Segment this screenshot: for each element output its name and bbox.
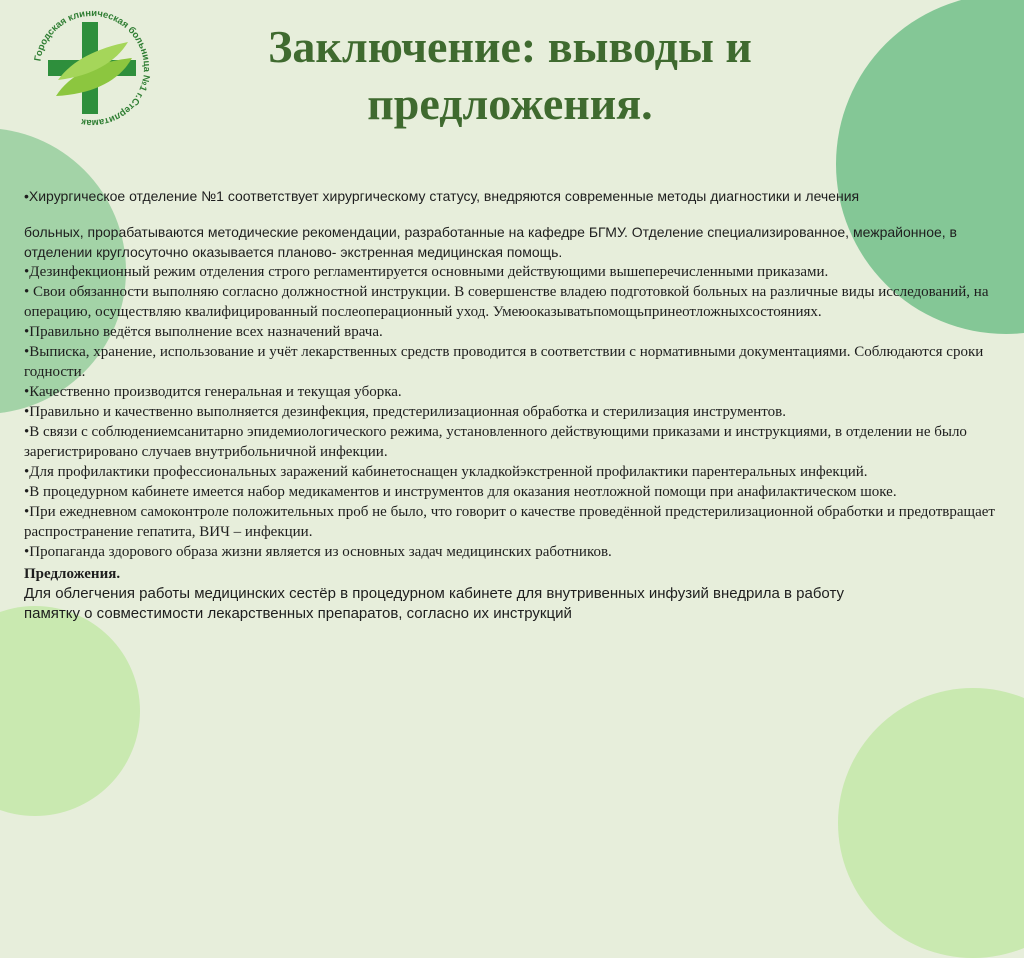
conclusion-item: •В связи с соблюдениемсанитарно эпидемиологического режима, установленного действующими приказами и инструкциями, в отделении не было зарегистрировано случаев внутрибольничной инфекции. — [24, 424, 967, 460]
conclusion-item: •Правильно ведётся выполнение всех назначений врача. — [24, 324, 383, 340]
conclusion-item: •Дезинфекционный режим отделения строго регламентируется основными действующими вышеперечисленными приказами. — [24, 264, 829, 280]
conclusion-list — [24, 262, 1004, 562]
decorative-circle-bottom-left — [0, 606, 140, 816]
conclusion-body — [24, 186, 1004, 624]
decorative-circle-bottom-right — [838, 688, 1024, 958]
paragraph-surgical-dept-intro: •Хирургическое отделение №1 соответствует хирургическому статусу, внедряются современные методы диагностики и лечения — [24, 188, 860, 204]
conclusion-item: •Для профилактики профессиональных заражений кабинетоснащен укладкойэкстренной профилактики парентеральных инфекций. — [24, 464, 868, 480]
suggestion-text-line-2: памятку о совместимости лекарственных препаратов, согласно их инструкций — [24, 605, 572, 622]
conclusion-item: •Правильно и качественно выполняется дезинфекция, предстерилизационная обработка и стерилизация инструментов. — [24, 404, 786, 420]
title-line-1: Заключение: выводы и — [268, 21, 752, 72]
suggestions-heading: Предложения. — [24, 566, 121, 582]
title-line-2: предложения. — [367, 78, 653, 129]
conclusion-item: •В процедурном кабинете имеется набор медикаментов и инструментов для оказания неотложной помощи при анафилактическом шоке. — [24, 484, 897, 500]
conclusion-item: •При ежедневном самоконтроле положительных проб не было, что говорит о качестве проведённой предстерилизационной обработки и предотвращает распространение гепатита, ВИЧ – инфекции. — [24, 504, 995, 540]
conclusion-item: •Качественно производится генеральная и текущая уборка. — [24, 384, 402, 400]
conclusion-item: •Выписка, хранение, использование и учёт лекарственных средств проводится в соответствии с нормативными документациями. Соблюдаются сроки годности. — [24, 344, 984, 380]
conclusion-item: • Свои обязанности выполняю согласно должностной инструкции. В совершенстве владею подготовкой больных на различные виды исследований, на операцию, осуществляю квалифицированный послеоперационный уход. Умеюоказыватьпомощьпринеотложныхсостояниях. — [24, 284, 989, 320]
conclusion-item: •Пропаганда здорового образа жизни является из основных задач медицинских работников. — [24, 544, 612, 560]
suggestion-text-line-1: Для облегчения работы медицинских сестёр в процедурном кабинете для внутривенных инфузий внедрила в работу — [24, 585, 844, 602]
page-title — [180, 18, 840, 132]
logo-ring-text: Городская клиническая больница №1 г.Стерлитамак — [32, 7, 153, 129]
hospital-logo — [28, 4, 156, 132]
paragraph-surgical-dept-continued: больных, прорабатываются методические рекомендации, разработанные на кафедре БГМУ. Отделение специализированное, межрайонное, в отделении круглосуточно оказывается планово- экстренная медицинская помощь. — [24, 224, 957, 260]
